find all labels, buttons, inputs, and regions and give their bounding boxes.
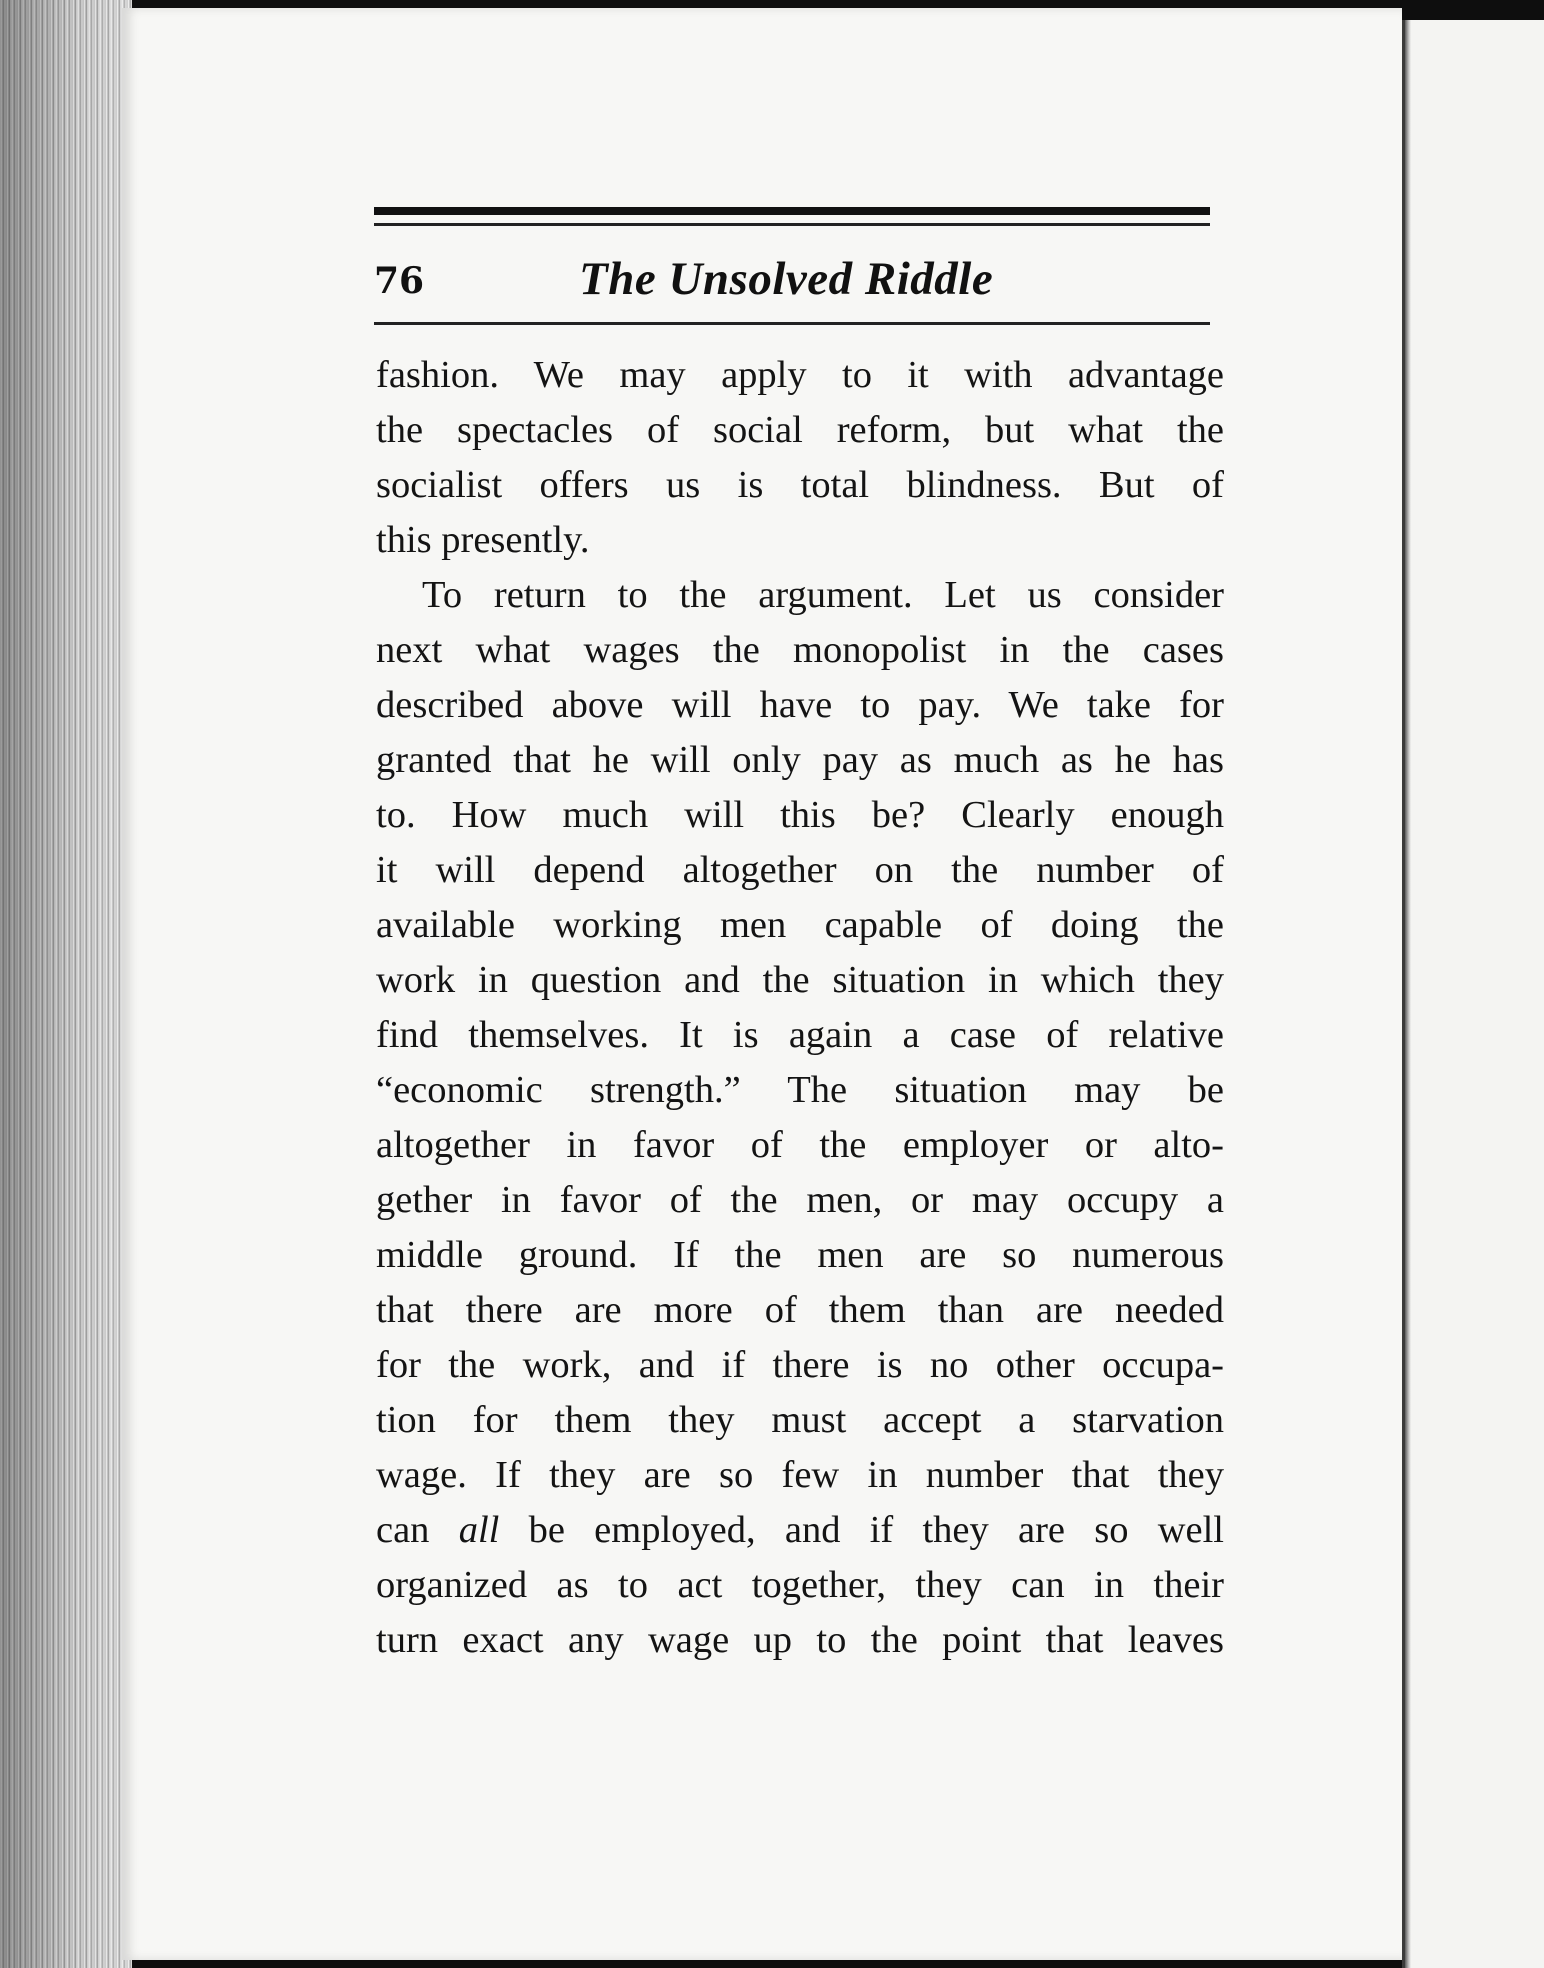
text-line: for the work, and if there is no other occupa-	[376, 1344, 1224, 1386]
text-line: organized as to act together, they can in their	[376, 1564, 1224, 1606]
text-line: granted that he will only pay as much as he has	[376, 739, 1224, 781]
text-line-with-italic	[376, 1503, 1224, 1558]
text-line: described above will have to pay. We take for	[376, 684, 1224, 726]
text-line: that there are more of them than are needed	[376, 1289, 1224, 1331]
text-line: next what wages the monopolist in the cases	[376, 629, 1224, 671]
text-line: work in question and the situation in which they	[376, 959, 1224, 1001]
text-fragment: be employed, and if they are so well	[499, 1509, 1224, 1551]
text-line: it will depend altogether on the number of	[376, 849, 1224, 891]
text-line: socialist offers us is total blindness. But of	[376, 464, 1224, 506]
running-head	[374, 252, 1210, 312]
gutter-shadow	[1405, 20, 1411, 1968]
text-line: altogether in favor of the employer or alto-	[376, 1124, 1224, 1166]
text-line: fashion. We may apply to it with advantage	[376, 354, 1224, 396]
text-fragment: can	[376, 1509, 459, 1551]
text-line: middle ground. If the men are so numerous	[376, 1234, 1224, 1276]
header-rule-bottom	[374, 322, 1210, 325]
text-line: the spectacles of social reform, but what the	[376, 409, 1224, 451]
body-text	[376, 348, 1224, 1668]
text-line: available working men capable of doing the	[376, 904, 1224, 946]
text-line: to. How much will this be? Clearly enough	[376, 794, 1224, 836]
text-line: To return to the argument. Let us consider	[422, 574, 1224, 616]
text-line: wage. If they are so few in number that they	[376, 1454, 1224, 1496]
text-line: gether in favor of the men, or may occupy a	[376, 1179, 1224, 1221]
page-number: 76	[374, 260, 425, 302]
text-line: tion for them they must accept a starvation	[376, 1399, 1224, 1441]
running-title: The Unsolved Riddle	[579, 253, 994, 305]
text-line: “economic strength.” The situation may be	[376, 1069, 1224, 1111]
text-line: turn exact any wage up to the point that leaves	[376, 1619, 1224, 1661]
text-line: this presently.	[376, 519, 590, 561]
italic-word: all	[458, 1509, 500, 1551]
header-rule-thick	[374, 207, 1210, 215]
text-line: find themselves. It is again a case of relative	[376, 1014, 1224, 1056]
facing-page-edge	[1402, 20, 1544, 1968]
page-edges	[0, 0, 132, 1968]
header-rule-thin	[374, 223, 1210, 226]
